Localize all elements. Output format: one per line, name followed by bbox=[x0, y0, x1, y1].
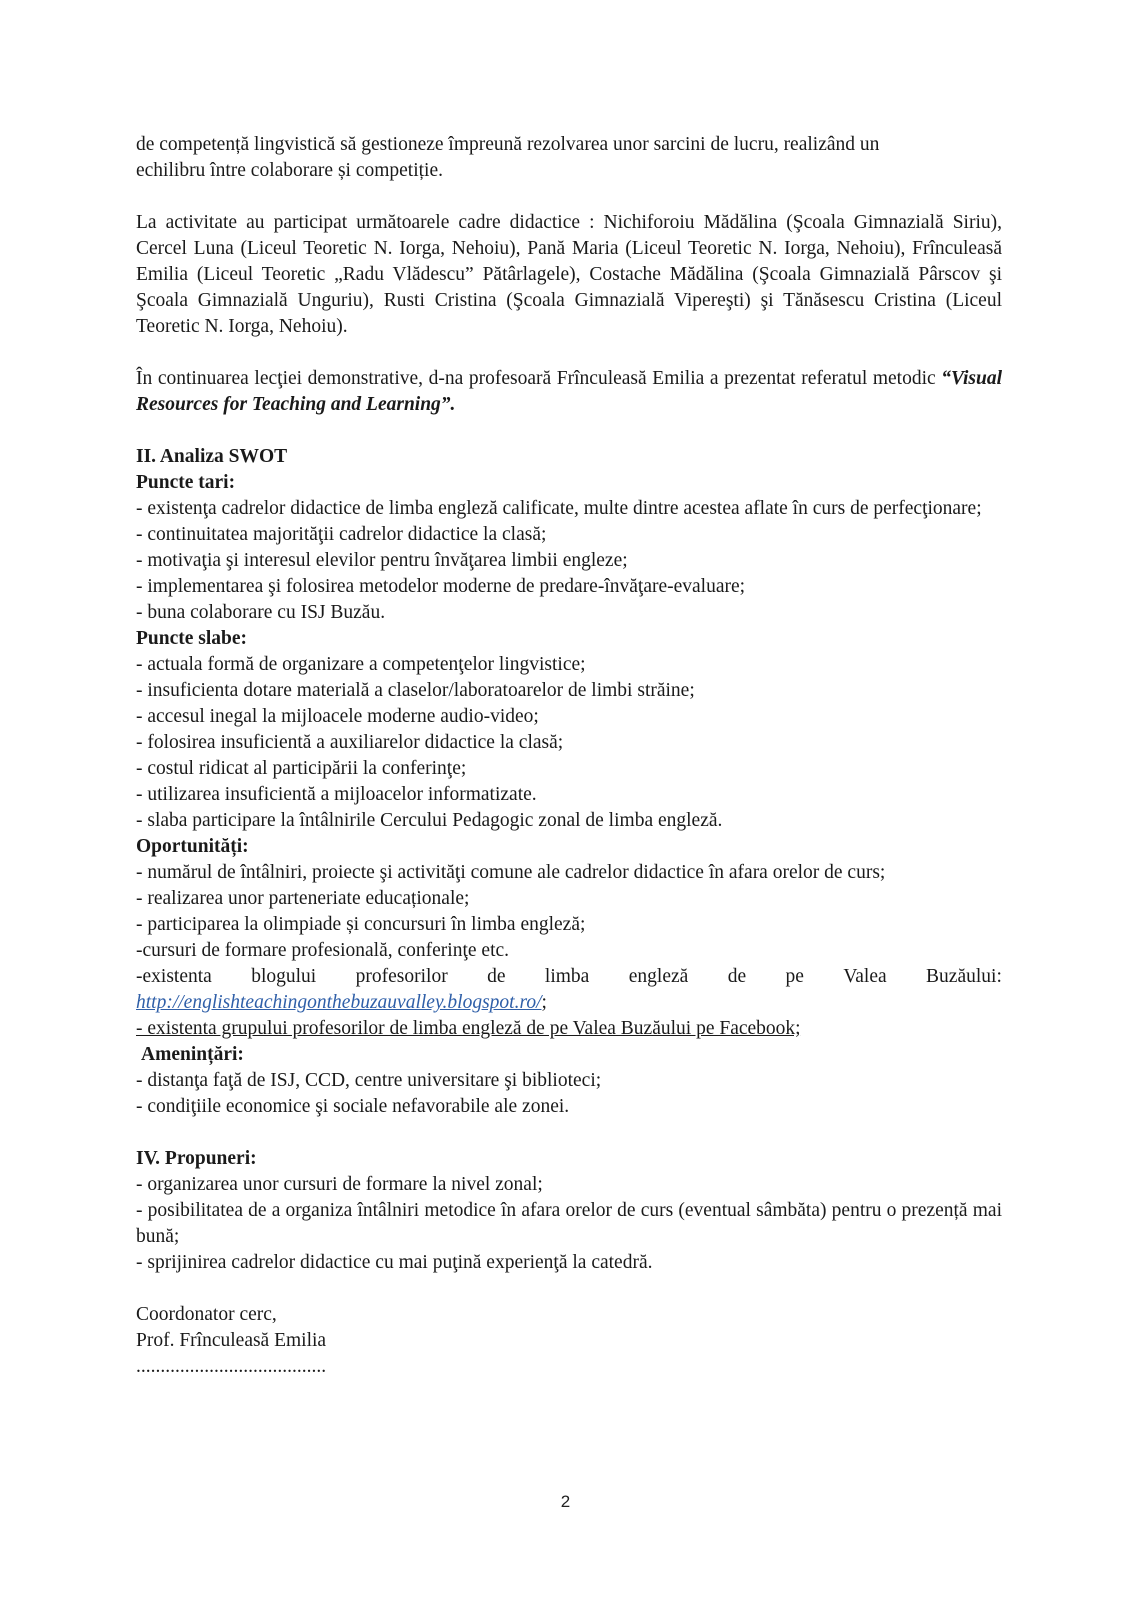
weakness-item: - accesul inegal la mijloacele moderne audio-video; bbox=[136, 706, 539, 727]
blog-url-suffix: ; bbox=[541, 992, 547, 1013]
blog-word: engleză bbox=[628, 966, 689, 987]
blog-word: de bbox=[487, 966, 506, 987]
threat-item: - condiţiile economice şi sociale nefavorabile ale zonei. bbox=[136, 1096, 570, 1117]
strength-item: - implementarea şi folosirea metodelor moderne de predare-învăţare-evaluare; bbox=[136, 576, 746, 597]
blog-word: blogului bbox=[251, 966, 317, 987]
threat-item: - distanţa faţă de ISJ, CCD, centre universitare şi biblioteci; bbox=[136, 1070, 602, 1091]
opportunity-item: - numărul de întâlniri, proiecte şi activităţi comune ale cadrelor didactice în afara orelor de curs; bbox=[136, 862, 886, 883]
continuation-paragraph bbox=[136, 366, 1002, 418]
intro-line-2: echilibru între colaborare și competiție. bbox=[136, 160, 444, 181]
weakness-item: - folosirea insuficientă a auxiliarelor didactice la clasă; bbox=[136, 732, 564, 753]
strength-item: - buna colaborare cu ISJ Buzău. bbox=[136, 602, 386, 623]
weakness-item: - actuala formă de organizare a competenţelor lingvistice; bbox=[136, 654, 586, 675]
opportunity-item: - realizarea unor parteneriate educaționale; bbox=[136, 888, 470, 909]
opportunities-heading: Oportunități: bbox=[136, 836, 249, 857]
strength-item: - existenţa cadrelor didactice de limba engleză calificate, multe dintre acestea aflate în curs de perfecţionare; bbox=[136, 498, 982, 519]
participants-paragraph: La activitate au participat următoarele cadre didactice : Nichiforoiu Mădălina (Şcoala Gimnazială Siriu), Cercel Luna (Liceul Teoretic N. Iorga, Nehoiu), Pană Maria (Liceul Teoretic N. Iorga, Nehoiu), Frînculeasă Emilia (Liceul Teoretic „Radu Vlădescu” Pătârlagele), Costache Mădălina (Şcoala Gimnazială Pârscov şi Şcoala Gimnazială Unguriu), Rusti Cristina (Şcoala Gimnazială Vipereşti) şi Tănăsescu Cristina (Liceul Teoretic N. Iorga, Nehoiu). bbox=[136, 212, 1002, 337]
blog-word: pe bbox=[785, 966, 804, 987]
blog-word: profesorilor bbox=[355, 966, 448, 987]
proposal-item: - sprijinirea cadrelor didactice cu mai puţină experienţă la catedră. bbox=[136, 1252, 653, 1273]
blog-word: limba bbox=[544, 966, 590, 987]
facebook-dash: - bbox=[136, 1018, 143, 1039]
opportunity-item: - participarea la olimpiade și concursuri în limba engleză; bbox=[136, 914, 586, 935]
signature-role: Coordonator cerc, bbox=[136, 1304, 277, 1325]
proposal-item: - posibilitatea de a organiza întâlniri metodice în afara orelor de curs (eventual sâmbăta) pentru o prezență mai bună; bbox=[136, 1200, 1002, 1247]
blog-word: Valea bbox=[843, 966, 887, 987]
blog-url-line bbox=[136, 990, 1002, 1016]
intro-line-1: de competență lingvistică să gestioneze împreună rezolvarea unor sarcini de lucru, realizând un bbox=[136, 134, 880, 155]
weakness-item: - utilizarea insuficientă a mijloacelor informatizate. bbox=[136, 784, 537, 805]
opportunity-item: -cursuri de formare profesională, conferinţe etc. bbox=[136, 940, 510, 961]
facebook-group-line bbox=[136, 1016, 1002, 1042]
referat-title: “Visual Resources for Teaching and Learning”. bbox=[136, 368, 1002, 415]
page-number: 2 bbox=[560, 1492, 571, 1511]
facebook-group-text: existenta grupului profesorilor de limba engleză de pe Valea Buzăului pe Facebook; bbox=[142, 1018, 801, 1039]
weakness-item: - costul ridicat al participării la conferinţe; bbox=[136, 758, 467, 779]
weakness-item: - insuficienta dotare materială a claselor/laboratoarelor de limbi străine; bbox=[136, 680, 695, 701]
strengths-heading: Puncte tari: bbox=[136, 472, 236, 493]
signature-name: Prof. Frînculeasă Emilia bbox=[136, 1330, 327, 1351]
document-page bbox=[136, 132, 1002, 1380]
blog-word: Buzăului: bbox=[926, 966, 1002, 987]
weakness-item: - slaba participare la întâlnirile Cercului Pedagogic zonal de limba engleză. bbox=[136, 810, 723, 831]
proposals-heading: IV. Propuneri: bbox=[136, 1148, 257, 1169]
proposal-item: - organizarea unor cursuri de formare la nivel zonal; bbox=[136, 1174, 543, 1195]
blog-word: de bbox=[727, 966, 747, 987]
strength-item: - motivaţia şi interesul elevilor pentru învăţarea limbii engleze; bbox=[136, 550, 628, 571]
signature-line: ....................................... bbox=[136, 1356, 327, 1377]
weaknesses-heading: Puncte slabe: bbox=[136, 628, 248, 649]
blog-word: -existenta bbox=[136, 966, 212, 987]
strength-item: - continuitatea majorităţii cadrelor didactice la clasă; bbox=[136, 524, 547, 545]
threats-heading: Amenințări: bbox=[141, 1044, 244, 1065]
continuation-text: În continuarea lecţiei demonstrative, d-na profesoară Frînculeasă Emilia a prezentat referatul metodic bbox=[136, 368, 942, 389]
blog-line bbox=[136, 964, 1002, 990]
blog-link[interactable]: http://englishteachingonthebuzauvalley.blogspot.ro/ bbox=[136, 992, 542, 1013]
swot-heading: II. Analiza SWOT bbox=[136, 446, 288, 467]
